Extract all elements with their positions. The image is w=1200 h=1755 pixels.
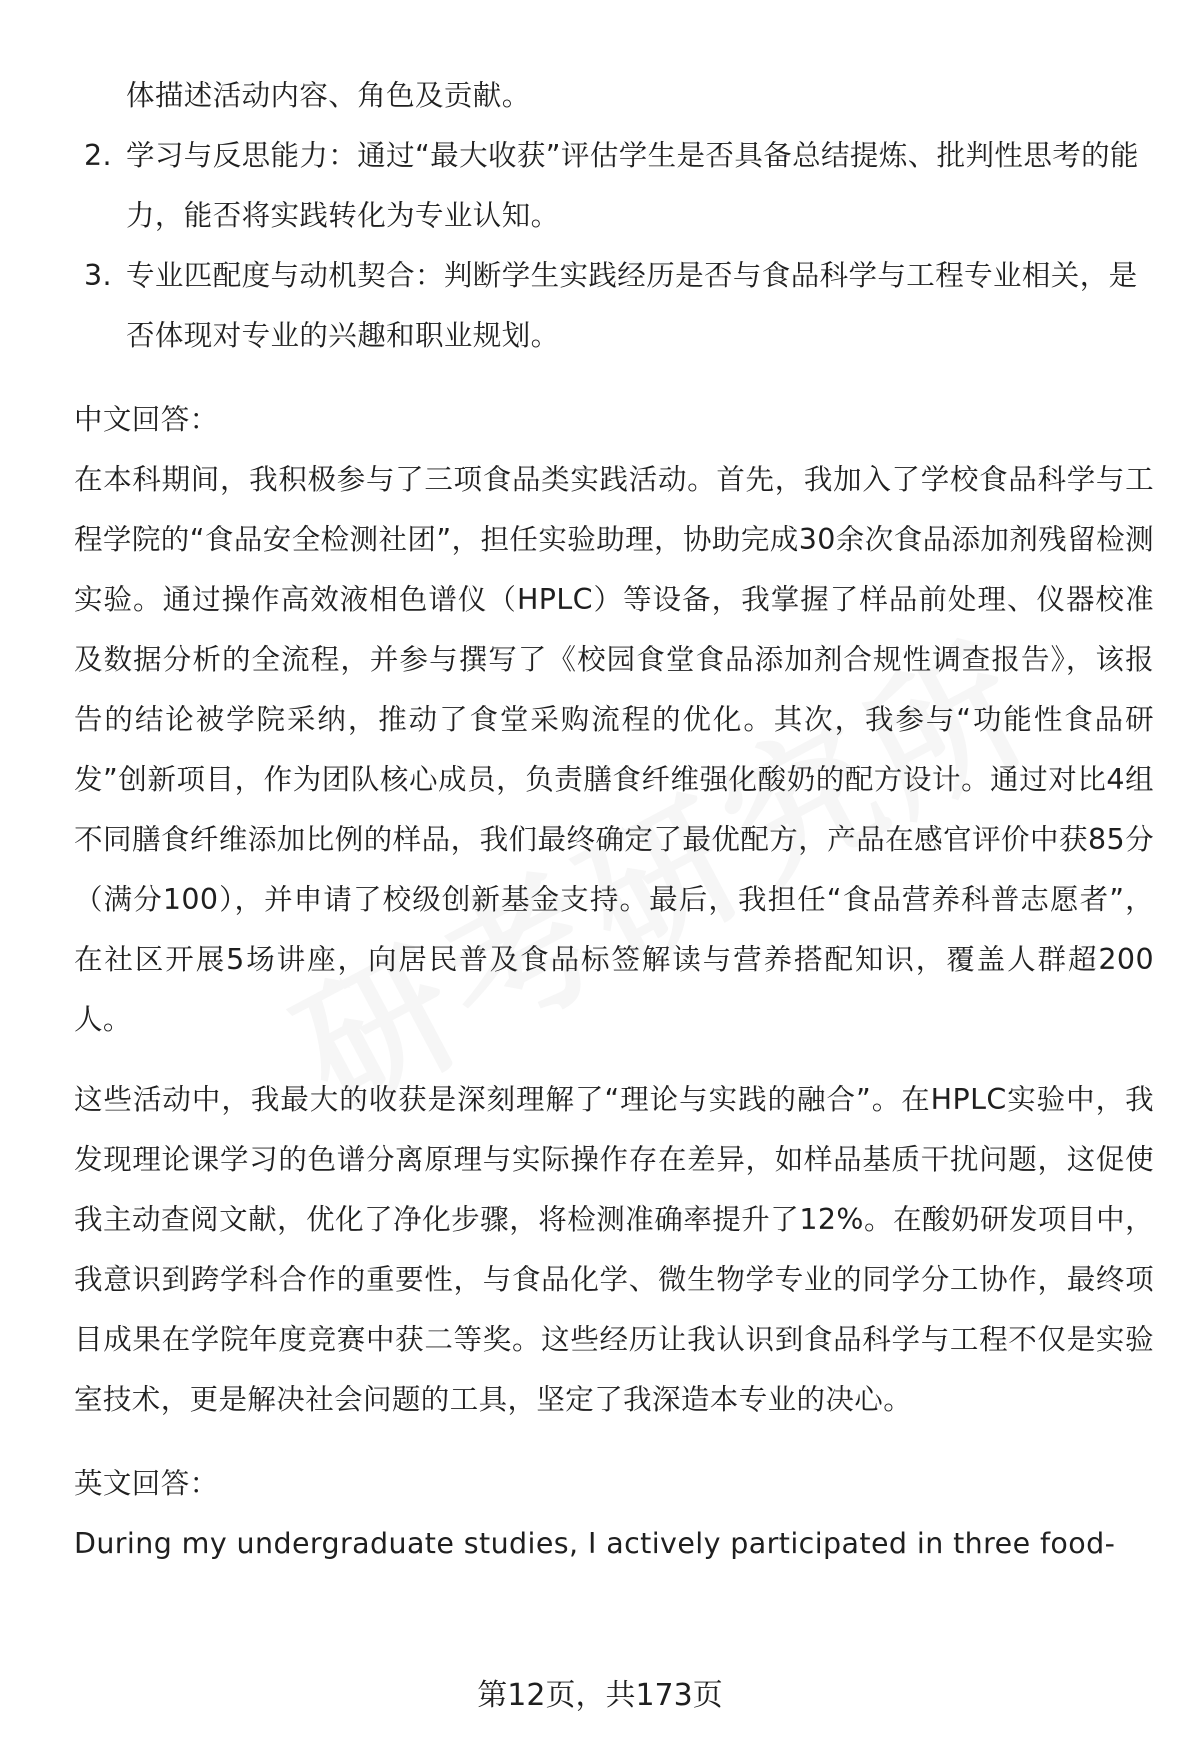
list-text: 学习与反思能力：通过“最大收获”评估学生是否具备总结提炼、批判性思考的能力，能否将实践转化为专业认知。: [126, 139, 1139, 232]
chinese-answer-heading: 中文回答：: [74, 403, 219, 436]
list-number: 2.: [84, 139, 112, 172]
list-item: [74, 126, 1154, 246]
list-item: [74, 246, 1154, 366]
page-footer: 第12页，共173页: [477, 1678, 723, 1713]
chinese-paragraph-2: 这些活动中，我最大的收获是深刻理解了“理论与实践的融合”。在HPLC实验中，我发现理论课学习的色谱分离原理与实际操作存在差异，如样品基质干扰问题，这促使我主动查阅文献，优化了净化步骤，将检测准确率提升了12%。在酸奶研发项目中，我意识到跨学科合作的重要性，与食品化学、微生物学专业的同学分工协作，最终项目成果在学院年度竞赛中获二等奖。这些经历让我认识到食品科学与工程不仅是实验室技术，更是解决社会问题的工具，坚定了我深造本专业的决心。: [74, 1083, 1154, 1416]
chinese-paragraph-1: 在本科期间，我积极参与了三项食品类实践活动。首先，我加入了学校食品科学与工程学院的“食品安全检测社团”，担任实验助理，协助完成30余次食品添加剂残留检测实验。通过操作高效液相色谱仪（HPLC）等设备，我掌握了样品前处理、仪器校准及数据分析的全流程，并参与撰写了《校园食堂食品添加剂合规性调查报告》，该报告的结论被学院采纳，推动了食堂采购流程的优化。其次，我参与“功能性食品研发”创新项目，作为团队核心成员，负责膳食纤维强化酸奶的配方设计。通过对比4组不同膳食纤维添加比例的样品，我们最终确定了最优配方，产品在感官评价中获85分（满分100），并申请了校级创新基金支持。最后，我担任“食品营养科普志愿者”，在社区开展5场讲座，向居民普及食品标签解读与营养搭配知识，覆盖人群超200人。: [74, 463, 1154, 1036]
english-answer-heading: 英文回答：: [74, 1467, 219, 1500]
list-continuation: 体描述活动内容、角色及贡献。: [126, 79, 531, 112]
list-text: 专业匹配度与动机契合：判断学生实践经历是否与食品科学与工程专业相关，是否体现对专业的兴趣和职业规划。: [126, 259, 1138, 352]
english-paragraph-1: During my undergraduate studies, I actively participated in three food-: [74, 1527, 1116, 1560]
document-content: [74, 66, 1154, 1574]
list-number: 3.: [84, 259, 112, 292]
